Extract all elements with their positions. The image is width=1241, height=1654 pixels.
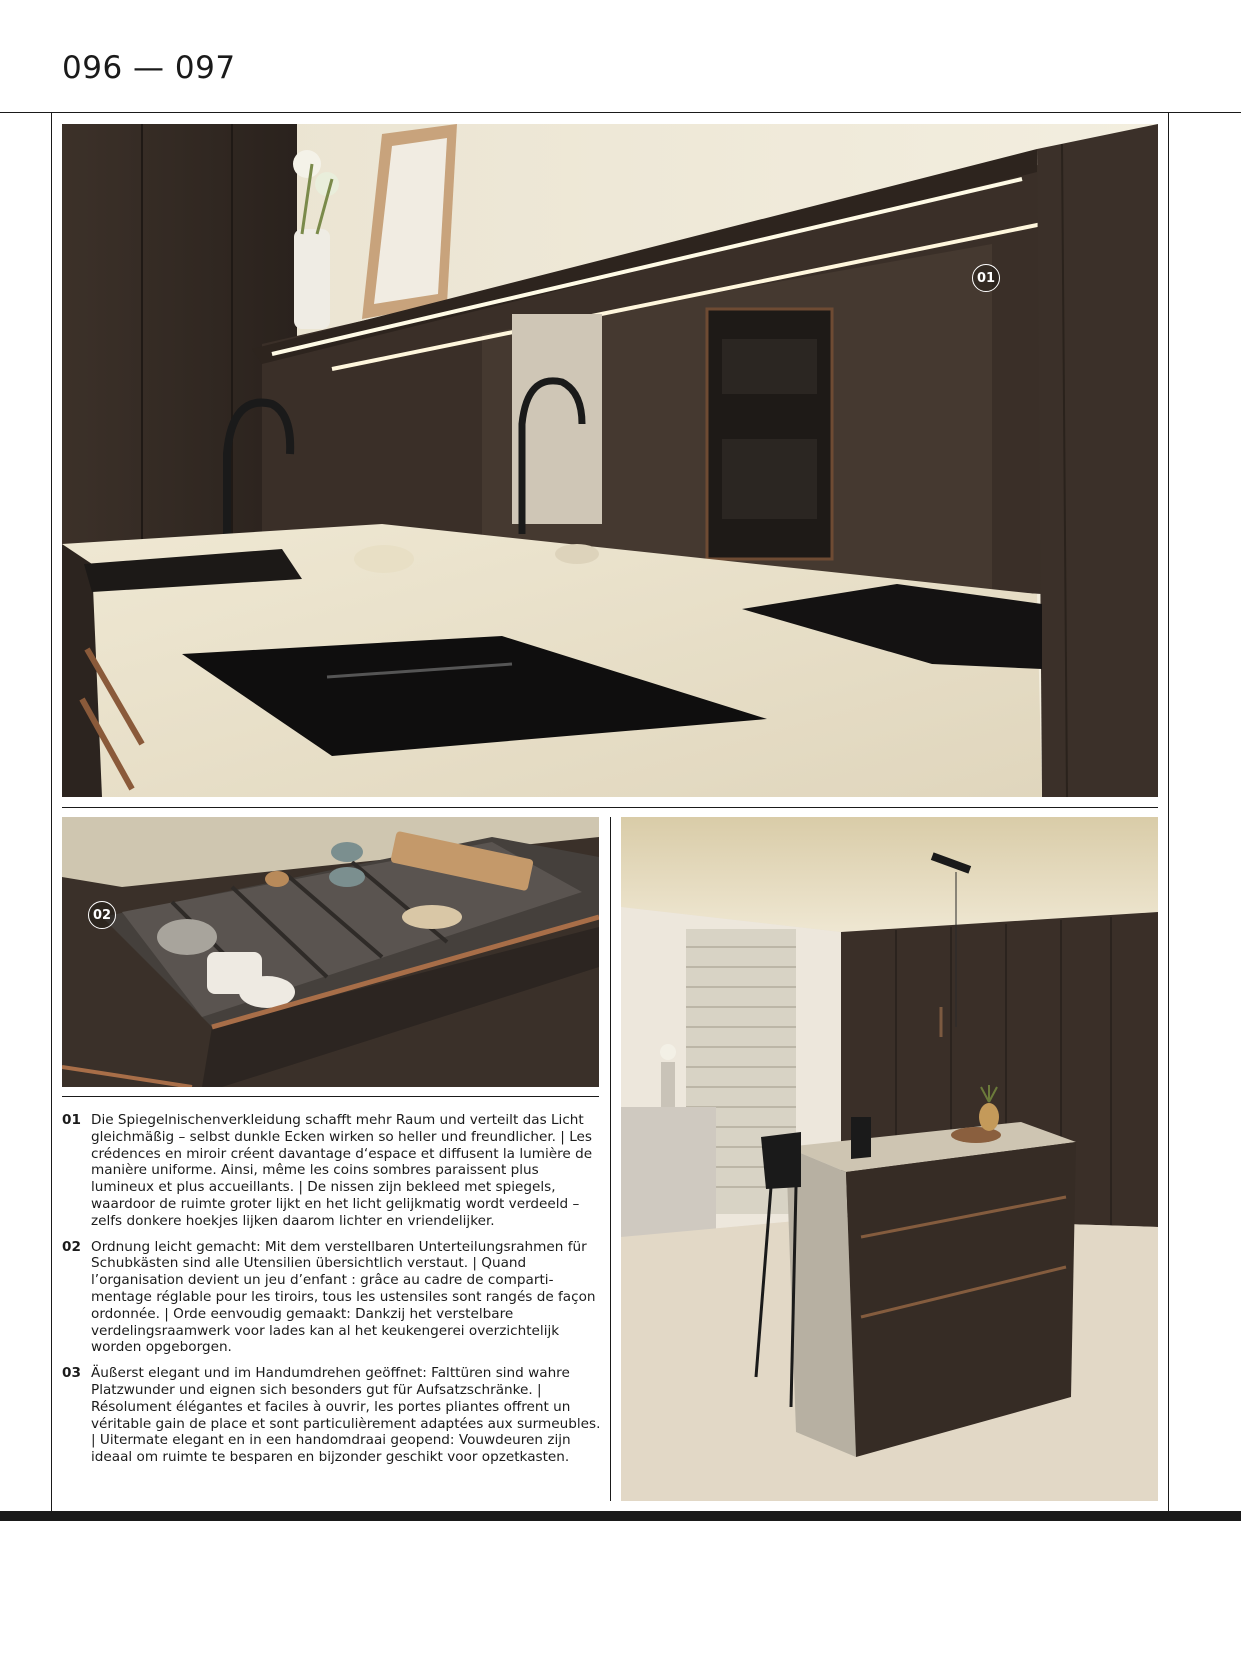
footer-band — [0, 1511, 1241, 1521]
caption-number: 01 — [62, 1112, 81, 1128]
header-rule — [0, 112, 1241, 113]
captions — [62, 1112, 602, 1475]
caption-02 — [62, 1239, 602, 1357]
photo-marker-02: 02 — [88, 901, 116, 929]
caption-03 — [62, 1365, 602, 1466]
left-frame-rule — [51, 112, 52, 1512]
caption-text: Ordnung leicht gemacht: Mit dem verstellbaren Unterteilungsrahmen für Schubkästen sind alle Utensilien übersichtlich verstaut. | Quand l’organisation devient un jeu d’enfant : grâce au cadre de compartimentage réglable pour les tiroirs, tous les ustensiles sont rangés de façon ordonnée. | Orde eenvoudig gemaakt: Dankzij het verstelbare verdelingsraamwerk voor lades kan al het keukengerei overzichtelijk worden opgeborgen. — [91, 1238, 596, 1356]
caption-number: 03 — [62, 1365, 81, 1382]
drawer-organizer-photo — [62, 817, 599, 1087]
caption-01 — [62, 1112, 602, 1230]
caption-number: 02 — [62, 1238, 81, 1255]
right-frame-rule — [1168, 112, 1169, 1512]
main-kitchen-photo — [62, 124, 1158, 797]
photo-divider-rule — [62, 807, 1158, 808]
photo-marker-01: 01 — [972, 264, 1000, 292]
caption-top-rule — [62, 1096, 599, 1097]
caption-text: Äußerst elegant und im Handumdrehen geöffnet: Falttüren sind wahre Platzwunder und eignen sich besonders gut für Aufsatzschränke. | Résolument élégantes et faciles à ouvrir, les portes pliantes offrent un véritable gain de place et sont particulièrement adaptées aux surmeubles. | Uitermate elegant en in een handomdraai geopend: Vouwdeuren zijn ideaal om ruimte te besparen en bijzonder geschikt voor opzetkasten. — [91, 1365, 601, 1466]
kitchen-island-photo — [621, 817, 1158, 1501]
caption-text: Die Spiegelnischenverkleidung schafft mehr Raum und verteilt das Licht gleichmäßig – selbst dunkle Ecken wirken so heller und freundlicher. | Les crédences en miroir créent davantage d‘espace et diffusent la lumière de manière uniforme. Ainsi, même les coins sombres paraissent plus lumineux et plus accueillants. | De nissen zijn bekleed met spiegels, waardoor de ruimte groter lijkt en het licht gelijkmatig wordt verdeeld – zelfs donkere hoekjes lijken daarom lichter en vriendelijker. — [91, 1112, 593, 1229]
column-divider-rule — [610, 817, 611, 1501]
page-numbers: 096 — 097 — [62, 50, 236, 86]
